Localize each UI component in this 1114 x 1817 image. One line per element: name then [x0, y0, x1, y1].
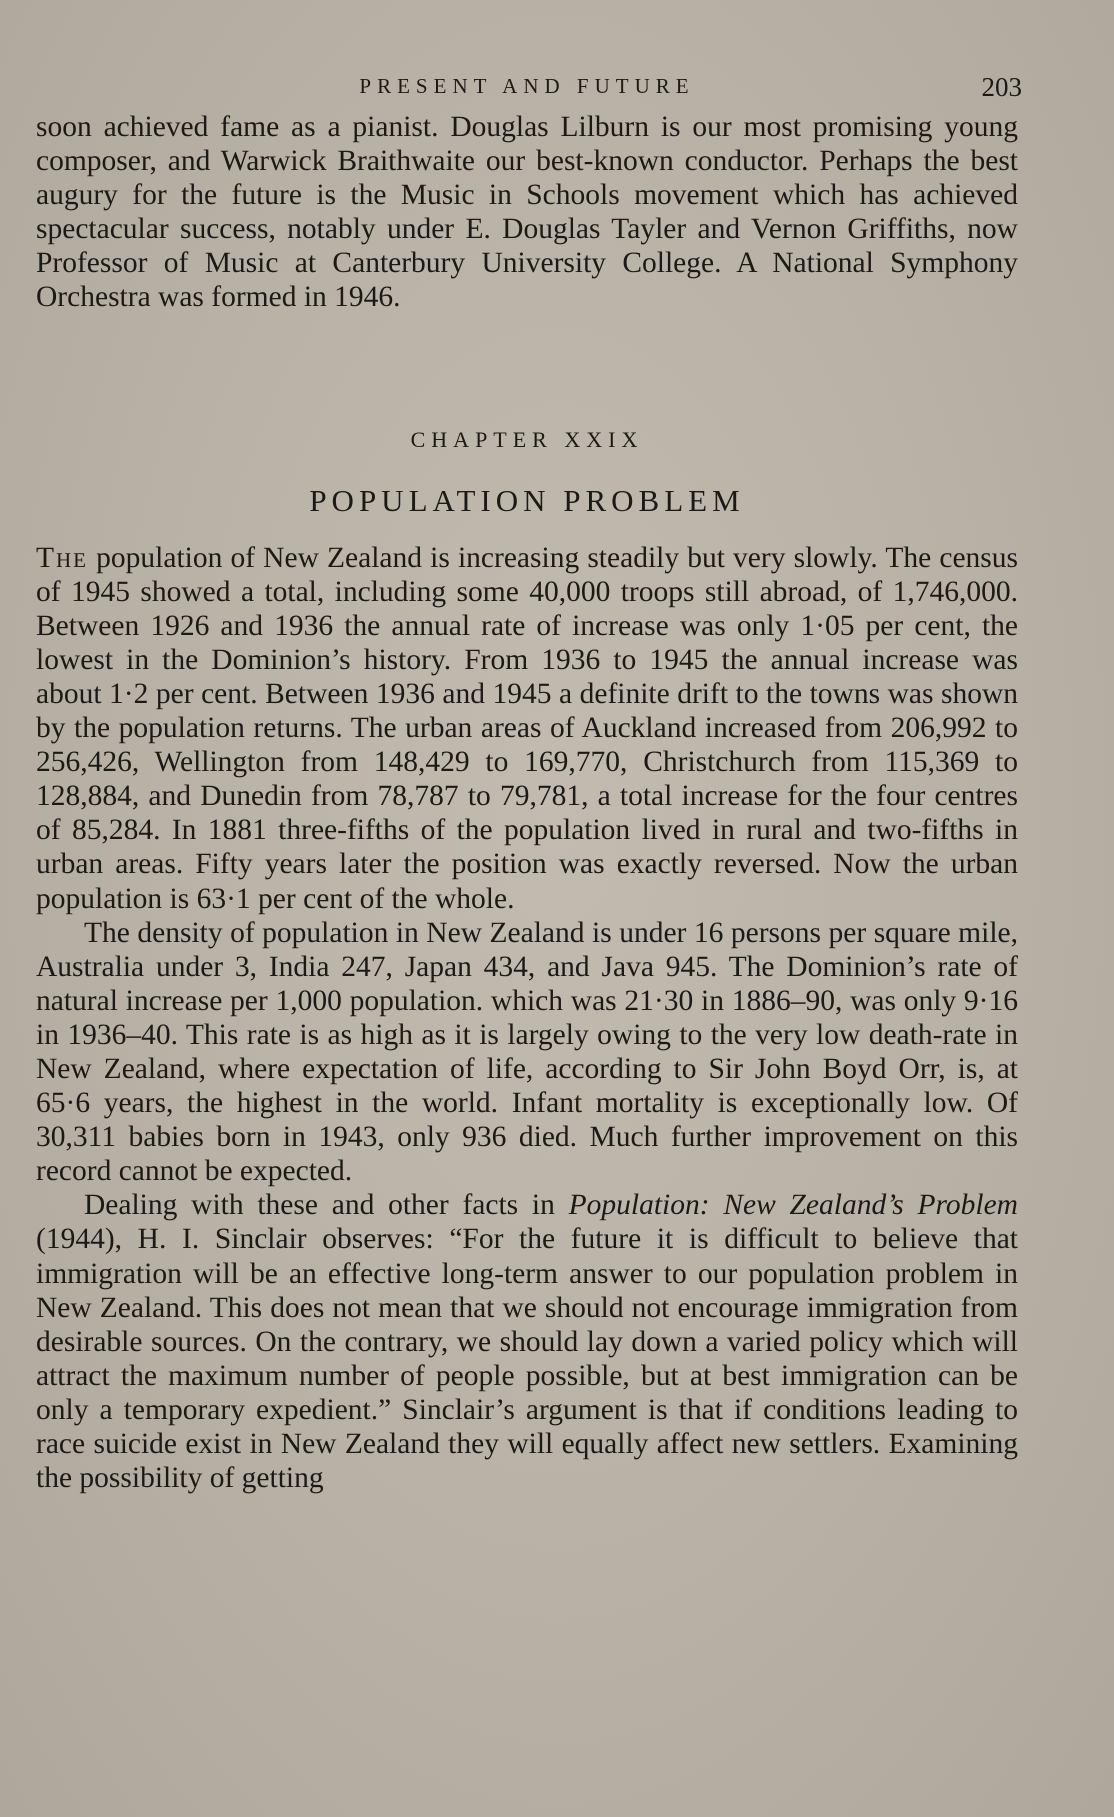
page-content [36, 68, 1022, 1495]
paragraph-3 [36, 1188, 1018, 1495]
opening-paragraph: soon achieved fame as a pianist. Douglas Lilburn is our most promising young composer, and Warwick Braithwaite our best-known conductor. Perhaps the best augury for the future is the Music in Schools movement which has achieved spectacular success, notably under E. Douglas Tayler and Vernon Griffiths, now Professor of Music at Canterbury University College. A National Symphony Orchestra was formed in 1946. [36, 111, 1018, 314]
chapter-title: POPULATION PROBLEM [309, 482, 745, 518]
page-number: 203 [981, 72, 1022, 102]
paragraph-1-lead: The [36, 541, 89, 574]
paragraph-3-after-title: (1944), H. I. Sinclair observes: “For the future it is difficult to believe that immigration will be an effective long-term answer to our population problem in New Zealand. This does not mean that we should not encourage immigration from desirable sources. On the contrary, we should lay down a varied policy which will attract the maximum number of people possible, but at best immigration can be only a temporary expedient.” Sinclair’s argument is that if conditions leading to race suicide exist in New Zealand they will equally affect new settlers. Examining the possibility of getting [36, 1223, 1018, 1495]
book-title: Population: New Zealand’s Problem [568, 1189, 1018, 1222]
chapter-number: CHAPTER XXIX [410, 426, 644, 452]
paragraph-2: The density of population in New Zealand is under 16 persons per square mile, Australia under 3, India 247, Japan 434, and Java 945. The Dominion’s rate of natural increase per 1,000 population. which was 21·30 in 1886–90, was only 9·16 in 1936–40. This rate is as high as it is largely owing to the very low death-rate in New Zealand, where expectation of life, according to Sir John Boyd Orr, is, at 65·6 years, the highest in the world. Infant mortality is exceptionally low. Of 30,311 babies born in 1943, only 936 died. Much further improvement on this record cannot be expected. [36, 916, 1018, 1188]
paragraph-1 [36, 541, 1018, 916]
paragraph-1-text: population of New Zealand is increasing steadily but very slowly. The census of 1945 showed a total, including some 40,000 troops still abroad, of 1,746,000. Between 1926 and 1936 the annual rate of increase was only 1·05 per cent, the lowest in the Dominion’s history. From 1936 to 1945 the annual increase was about 1·2 per cent. Between 1936 and 1945 a definite drift to the towns was shown by the population returns. The urban areas of Auckland increased from 206,992 to 256,426, Wellington from 148,429 to 169,770, Christchurch from 115,369 to 128,884, and Dunedin from 78,787 to 79,781, a total increase for the four centres of 85,284. In 1881 three-fifths of the population lived in rural and two-fifths in urban areas. Fifty years later the position was exactly reversed. Now the urban population is 63·1 per cent of the whole. [36, 541, 1018, 915]
running-head [36, 68, 1022, 108]
paragraph-3-before-title: Dealing with these and other facts in [84, 1189, 569, 1222]
running-title: PRESENT AND FUTURE [359, 74, 695, 98]
